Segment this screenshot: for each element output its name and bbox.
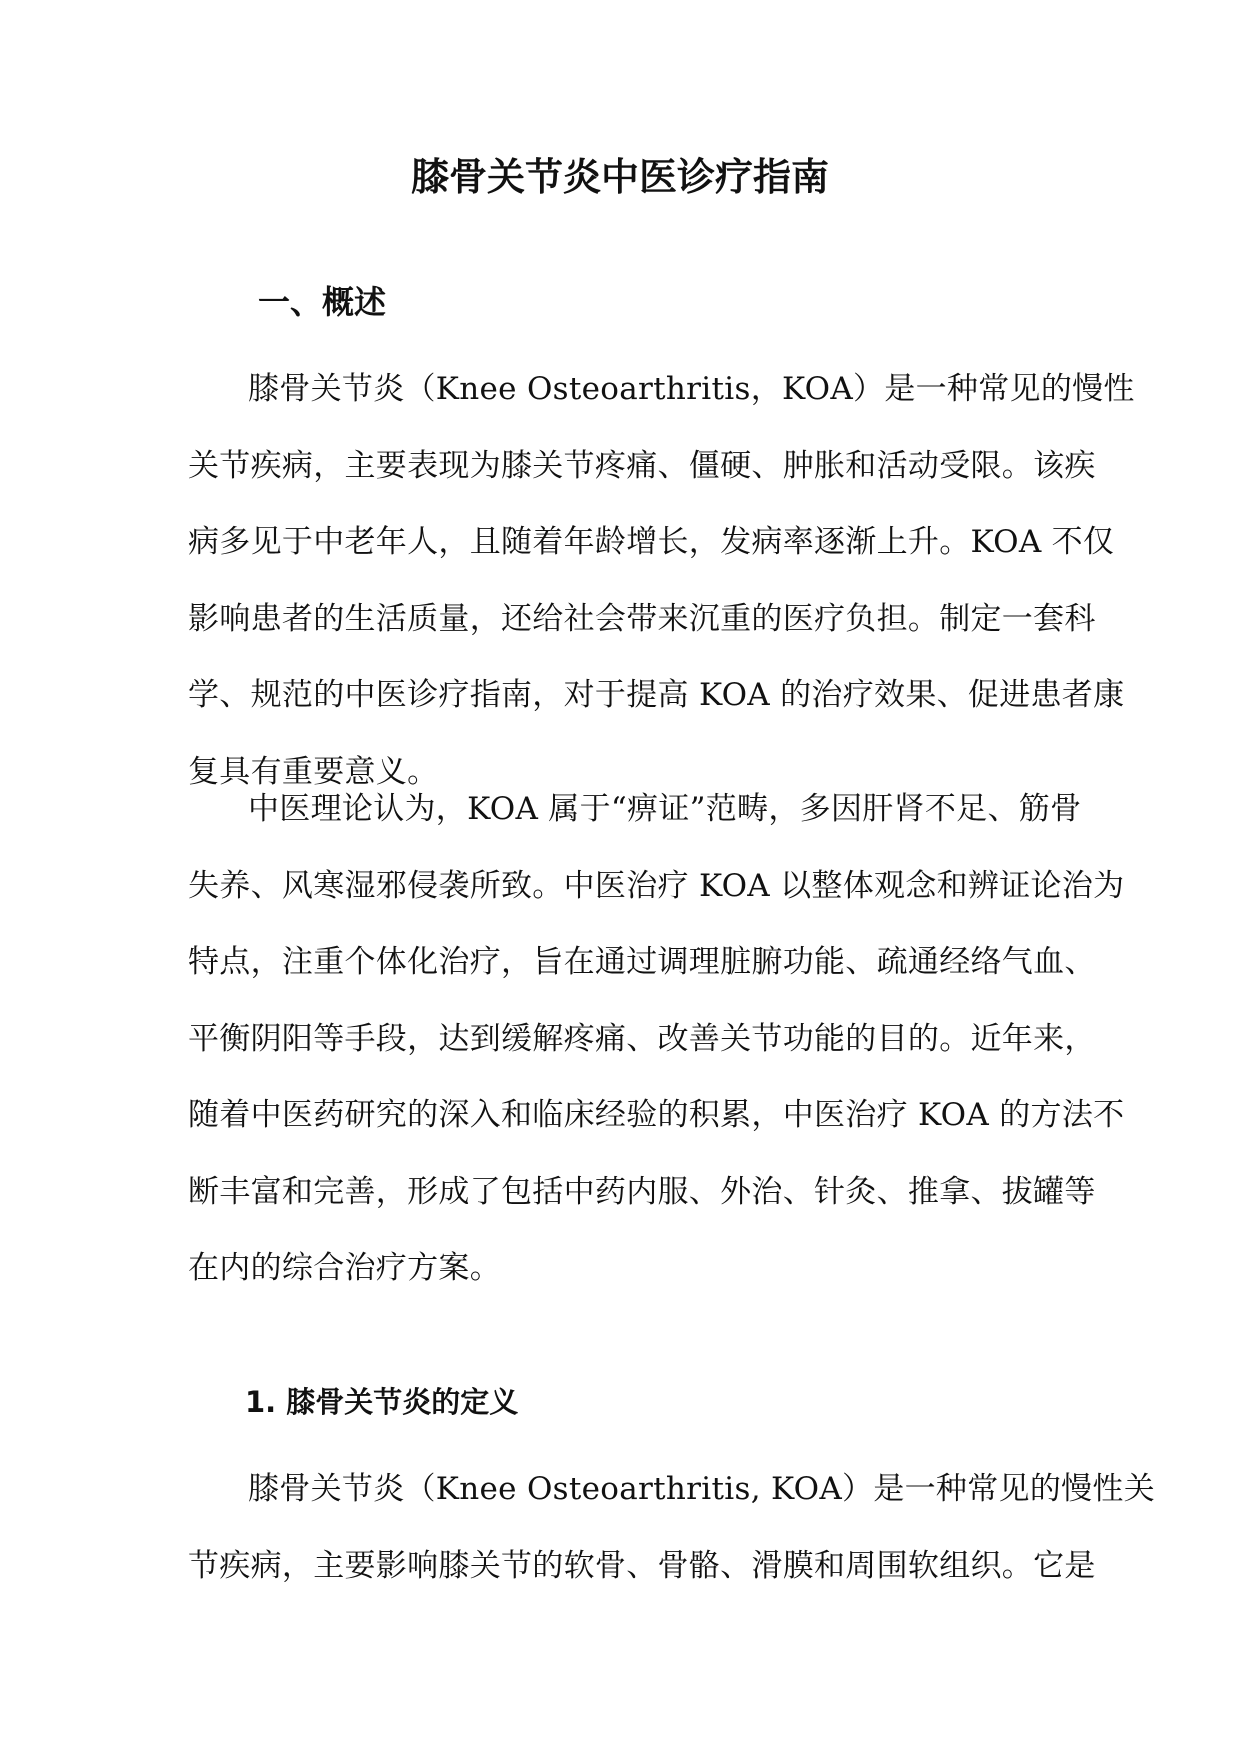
paragraph-line: 在内的综合治疗方案。 [188, 1250, 501, 1286]
overview-paragraph-2 [188, 771, 1125, 1307]
paragraph-line: 特点，注重个体化治疗，旨在通过调理脏腑功能、疏通经络气血、 [188, 944, 1096, 980]
paragraph-line: 关节疾病，主要表现为膝关节疼痛、僵硬、肿胀和活动受限。该疾 [188, 447, 1096, 484]
paragraph-line: 病多见于中老年人，且随着年龄增长，发病率逐渐上升。KOA 不仅 [188, 524, 1115, 560]
paragraph-line: 随着中医药研究的深入和临床经验的积累，中医治疗 KOA 的方法不 [188, 1097, 1125, 1133]
paragraph-line: 中医理论认为，KOA 属于“痹证”范畴，多因肝肾不足、筋骨 [248, 791, 1082, 827]
section-heading-overview: 一、概述 [258, 283, 387, 321]
paragraph-line: 膝骨关节炎（Knee Osteoarthritis，KOA）是一种常见的慢性 [248, 371, 1135, 407]
paragraph-line: 节疾病，主要影响膝关节的软骨、骨骼、滑膜和周围软组织。它是 [188, 1547, 1096, 1584]
definition-paragraph-1 [188, 1451, 1156, 1604]
subsection-heading-definition: 1. 膝骨关节炎的定义 [245, 1385, 519, 1419]
paragraph-line: 学、规范的中医诊疗指南，对于提高 KOA 的治疗效果、促进患者康 [188, 677, 1125, 713]
document-title: 膝骨关节炎中医诊疗指南 [410, 155, 829, 199]
paragraph-line: 膝骨关节炎（Knee Osteoarthritis, KOA）是一种常见的慢性关 [248, 1471, 1156, 1507]
paragraph-line: 断丰富和完善，形成了包括中药内服、外治、针灸、推拿、拔罐等 [188, 1173, 1096, 1210]
paragraph-line: 失养、风寒湿邪侵袭所致。中医治疗 KOA 以整体观念和辨证论治为 [188, 867, 1125, 904]
paragraph-line: 影响患者的生活质量，还给社会带来沉重的医疗负担。制定一套科 [188, 600, 1096, 637]
paragraph-line: 复具有重要意义。 [188, 753, 439, 790]
paragraph-line: 平衡阴阳等手段，达到缓解疼痛、改善关节功能的目的。近年来， [188, 1020, 1096, 1057]
